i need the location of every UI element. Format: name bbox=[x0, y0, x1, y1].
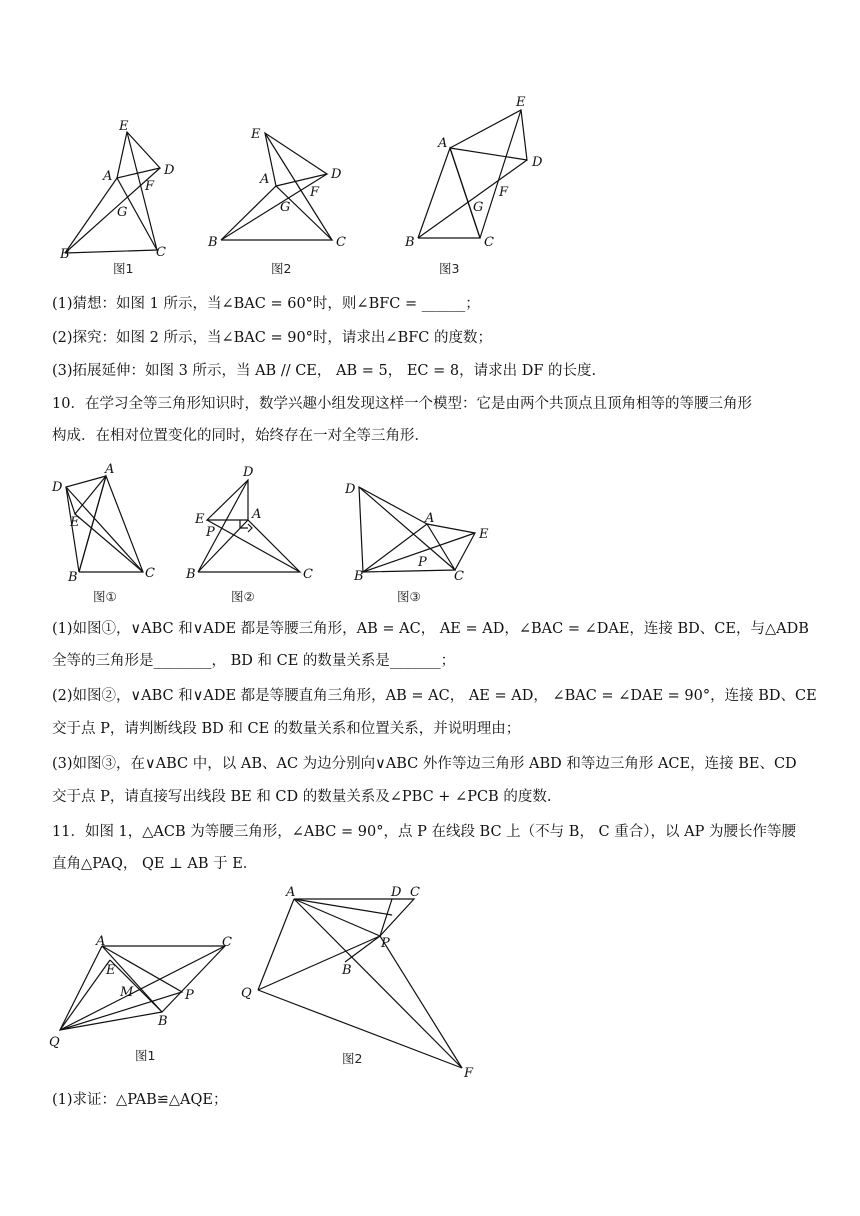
segment-pf bbox=[380, 936, 462, 1068]
label-c: C bbox=[484, 235, 494, 250]
triangle-abc bbox=[79, 476, 143, 572]
label-f: F bbox=[464, 1066, 474, 1081]
label-g: G bbox=[473, 200, 484, 215]
figure-3 bbox=[400, 92, 550, 282]
label-e: E bbox=[516, 95, 526, 110]
label-f: F bbox=[310, 185, 320, 200]
segment-ap bbox=[294, 899, 380, 936]
label-b: B bbox=[68, 570, 78, 585]
label-c: C bbox=[336, 235, 346, 250]
label-e: E bbox=[106, 963, 116, 978]
triangle-ade bbox=[207, 480, 248, 520]
figure-q10-3 bbox=[340, 475, 500, 610]
segment-qe bbox=[60, 960, 110, 1030]
segment-ab bbox=[79, 476, 106, 572]
figure-q11-2 bbox=[240, 880, 480, 1080]
label-c: C bbox=[145, 566, 155, 581]
figure-q10-1-svg bbox=[50, 460, 170, 610]
q10-part1-a: (1)如图①，∨ABC 和∨ADE 都是等腰三角形，AB = AC， AE = AD，∠BAC = ∠DAE，连接 BD、CE，与△ADB bbox=[52, 621, 809, 637]
q9-part1: (1)猜想：如图 1 所示，当∠BAC = 60°时，则∠BFC = ______； bbox=[52, 296, 480, 312]
right-angle-mark-2 bbox=[248, 524, 252, 532]
label-d: D bbox=[243, 465, 254, 480]
figure-q11-1-svg bbox=[45, 930, 245, 1070]
triangle-aed bbox=[265, 133, 327, 186]
label-c: C bbox=[303, 567, 313, 582]
figure-q10-1 bbox=[50, 460, 170, 610]
label-q: Q bbox=[241, 986, 252, 1001]
label-a: A bbox=[425, 511, 435, 526]
segment-qc bbox=[60, 946, 225, 1030]
label-a: A bbox=[438, 136, 448, 151]
label-d: D bbox=[52, 480, 63, 495]
label-d: D bbox=[391, 885, 402, 900]
segment-bd bbox=[418, 160, 527, 238]
label-b: B bbox=[60, 247, 70, 262]
label-d: D bbox=[164, 163, 175, 178]
figure-3-svg bbox=[400, 92, 550, 282]
label-d: D bbox=[331, 167, 342, 182]
label-a: A bbox=[286, 885, 296, 900]
caption: 图③ bbox=[397, 589, 421, 604]
caption: 图2 bbox=[342, 1051, 363, 1066]
q11-part1: (1)求证：△PAB≌△AQE； bbox=[52, 1092, 228, 1108]
label-g: G bbox=[280, 200, 291, 215]
label-c: C bbox=[410, 885, 420, 900]
label-p: P bbox=[206, 525, 215, 540]
caption: 图3 bbox=[439, 261, 460, 276]
label-a: A bbox=[252, 507, 262, 522]
triangle-abc bbox=[65, 178, 157, 253]
figure-q10-2-svg bbox=[185, 460, 325, 610]
label-b: B bbox=[186, 567, 196, 582]
caption: 图① bbox=[93, 589, 117, 604]
triangle-aed bbox=[117, 132, 160, 178]
segment-eb bbox=[110, 960, 162, 1012]
label-b: B bbox=[354, 569, 364, 584]
q11-intro-2: 直角△PAQ， QE ⊥ AB 于 E． bbox=[52, 856, 258, 872]
label-c: C bbox=[454, 569, 464, 584]
label-c: C bbox=[222, 935, 232, 950]
label-q: Q bbox=[49, 1035, 60, 1050]
triangle-abd bbox=[359, 487, 427, 572]
segment-af bbox=[294, 899, 462, 1068]
caption: 图2 bbox=[271, 261, 292, 276]
q11-intro-1: 11．如图 1，△ACB 为等腰三角形，∠ABC = 90°，点 P 在线段 BC 上（不与 B， C 重合），以 AP 为腰长作等腰 bbox=[52, 824, 796, 840]
label-m: M bbox=[120, 985, 134, 1000]
label-f: F bbox=[145, 179, 155, 194]
caption: 图1 bbox=[113, 261, 134, 276]
figure-q10-3-svg bbox=[340, 475, 500, 610]
label-p: P bbox=[185, 988, 194, 1003]
label-e: E bbox=[119, 119, 129, 134]
label-e: E bbox=[251, 127, 261, 142]
label-f: F bbox=[499, 185, 509, 200]
label-a: A bbox=[260, 172, 270, 187]
segment-cd bbox=[359, 487, 455, 570]
label-b: B bbox=[158, 1014, 168, 1029]
figure-1 bbox=[55, 112, 175, 282]
label-b: B bbox=[405, 235, 415, 250]
q10-part3-b: 交于点 P，请直接写出线段 BE 和 CD 的数量关系及∠PBC + ∠PCB 的度数. bbox=[52, 789, 552, 805]
label-p: P bbox=[418, 555, 427, 570]
label-c: C bbox=[156, 245, 166, 260]
label-d: D bbox=[345, 482, 356, 497]
triangle-abc bbox=[363, 524, 455, 572]
q10-part1-b: 全等的三角形是________， BD 和 CE 的数量关系是_______； bbox=[52, 653, 456, 669]
figure-q10-2 bbox=[185, 460, 325, 610]
label-a: A bbox=[105, 462, 115, 477]
label-a: A bbox=[103, 169, 113, 184]
q9-part3: (3)拓展延伸：如图 3 所示，当 AB // CE， AB = 5， EC = 8，请求出 DF 的长度. bbox=[52, 363, 597, 379]
caption: 图1 bbox=[135, 1048, 156, 1063]
label-p: P bbox=[381, 936, 390, 951]
segment-dp bbox=[380, 899, 392, 936]
label-d: D bbox=[532, 155, 543, 170]
segment-ac bbox=[450, 148, 480, 238]
label-e: E bbox=[70, 515, 80, 530]
q10-intro-1: 10．在学习全等三角形知识时，数学兴趣小组发现这样一个模型：它是由两个共顶点且顶角相等的等腰三角形 bbox=[52, 396, 752, 412]
label-g: G bbox=[117, 205, 128, 220]
triangle-aed bbox=[450, 110, 527, 160]
q10-part3-a: (3)如图③，在∨ABC 中，以 AB、AC 为边分别向∨ABC 外作等边三角形 ABD 和等边三角形 ACE，连接 BE、CD bbox=[52, 756, 797, 772]
q9-part2: (2)探究：如图 2 所示，当∠BAC = 90°时，请求出∠BFC 的度数； bbox=[52, 330, 492, 346]
segment-ec bbox=[207, 520, 300, 572]
segment-ec bbox=[75, 514, 143, 572]
caption: 图② bbox=[231, 589, 255, 604]
label-e: E bbox=[479, 527, 489, 542]
q10-intro-2: 构成．在相对位置变化的同时，始终存在一对全等三角形． bbox=[52, 428, 429, 444]
label-e: E bbox=[195, 512, 205, 527]
triangle-abc bbox=[418, 148, 480, 238]
label-b: B bbox=[208, 235, 218, 250]
label-a: A bbox=[96, 934, 106, 949]
figure-2 bbox=[205, 122, 355, 282]
label-b: B bbox=[342, 963, 352, 978]
q10-part2-b: 交于点 P，请判断线段 BD 和 CE 的数量关系和位置关系，并说明理由； bbox=[52, 721, 521, 737]
figure-2-svg bbox=[205, 122, 355, 282]
segment-a-to-dc bbox=[294, 899, 392, 915]
figure-q11-1 bbox=[45, 930, 245, 1070]
figure-1-svg bbox=[55, 112, 175, 282]
q10-part2-a: (2)如图②，∨ABC 和∨ADE 都是等腰直角三角形，AB = AC， AE = AD， ∠BAC = ∠DAE = 90°，连接 BD、CE bbox=[52, 688, 817, 704]
figure-q11-2-svg bbox=[240, 880, 480, 1080]
